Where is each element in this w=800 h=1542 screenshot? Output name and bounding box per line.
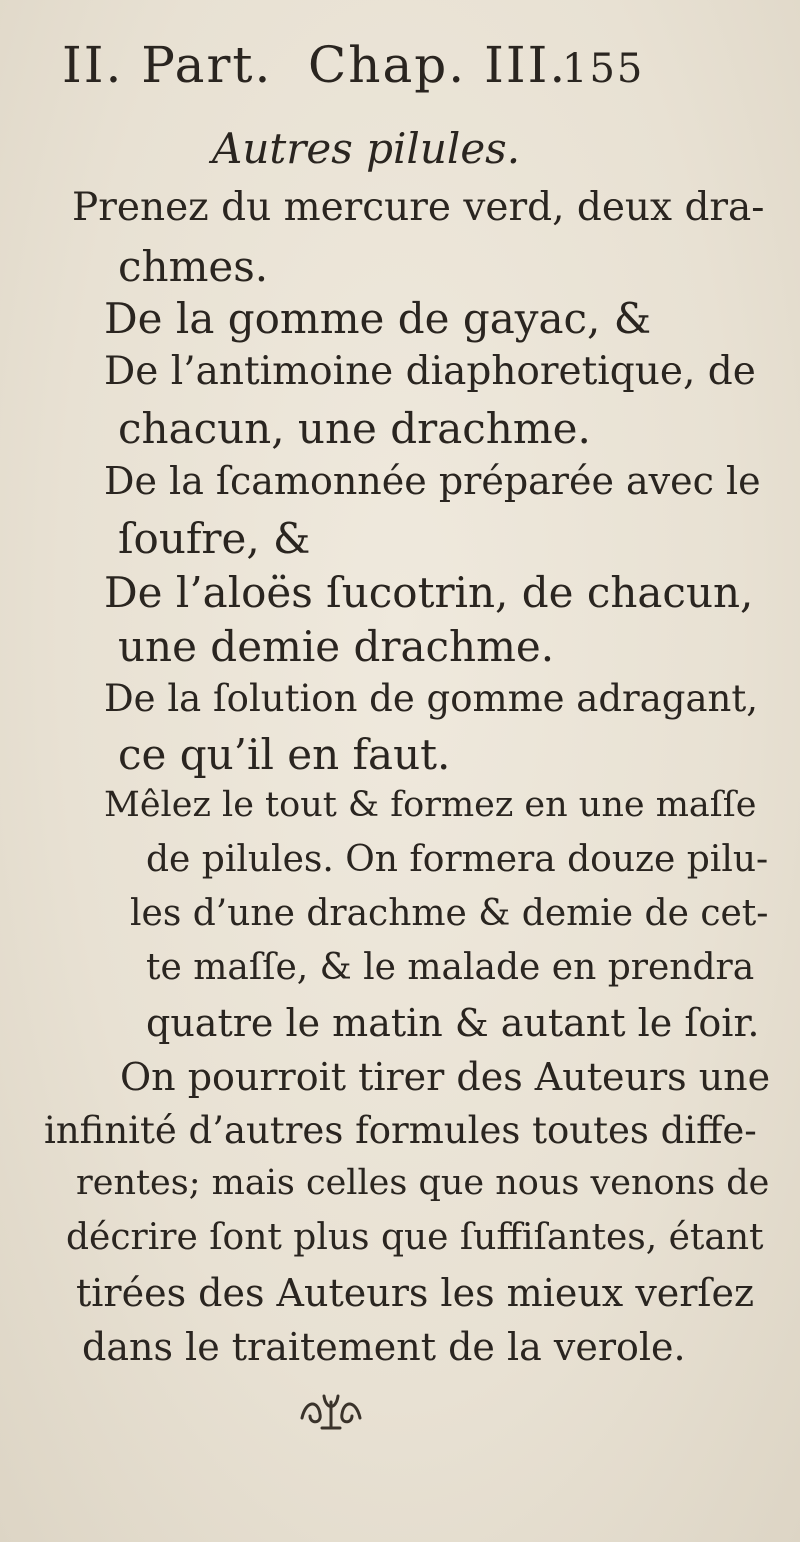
text-line: On pourroit tirer des Auteurs une — [120, 1055, 771, 1099]
text-line: ce qu’il en faut. — [118, 730, 451, 779]
text-line: De l’aloës ſucotrin, de chacun, — [104, 568, 754, 617]
ornament-fleuron — [296, 1388, 366, 1432]
text-line: te maſſe, & le malade en prendra — [146, 947, 755, 988]
text-line: rentes; mais celles que nous venons de — [76, 1163, 770, 1203]
text-line: De la ſolution de gomme adragant, — [104, 677, 759, 720]
text-line: Mêlez le tout & formez en une maſſe — [104, 785, 757, 825]
text-line: ſoufre, & — [118, 514, 311, 563]
text-line: De l’antimoine diaphoretique, de — [104, 349, 756, 394]
text-line: quatre le matin & autant le ſoir. — [146, 1001, 760, 1045]
text-line: De la ſcamonnée préparée avec le — [104, 459, 761, 503]
text-line: infinité d’autres formules toutes diffe- — [44, 1109, 757, 1152]
running-header — [62, 36, 722, 108]
text-line: de pilules. On formera douze pilu- — [146, 839, 769, 880]
text-line: chacun, une drachme. — [118, 404, 591, 453]
section-title: Autres pilules. — [212, 124, 521, 173]
page-number: 155 — [562, 46, 645, 92]
text-line: Prenez du mercure verd, deux dra- — [72, 185, 765, 230]
text-line: les d’une drachme & demie de cet- — [130, 893, 769, 934]
text-line: une demie drachme. — [118, 622, 555, 671]
text-line: De la gomme de gayac, & — [104, 294, 652, 343]
text-line: chmes. — [118, 242, 269, 291]
header-part: II. Part. — [62, 36, 273, 94]
text-line: décrire ſont plus que ſuffiſantes, étant — [66, 1217, 764, 1258]
text-line: dans le traitement de la verole. — [82, 1325, 686, 1369]
header-chapter: Chap. III. — [308, 36, 568, 94]
text-line: tirées des Auteurs les mieux verſez — [76, 1271, 755, 1315]
